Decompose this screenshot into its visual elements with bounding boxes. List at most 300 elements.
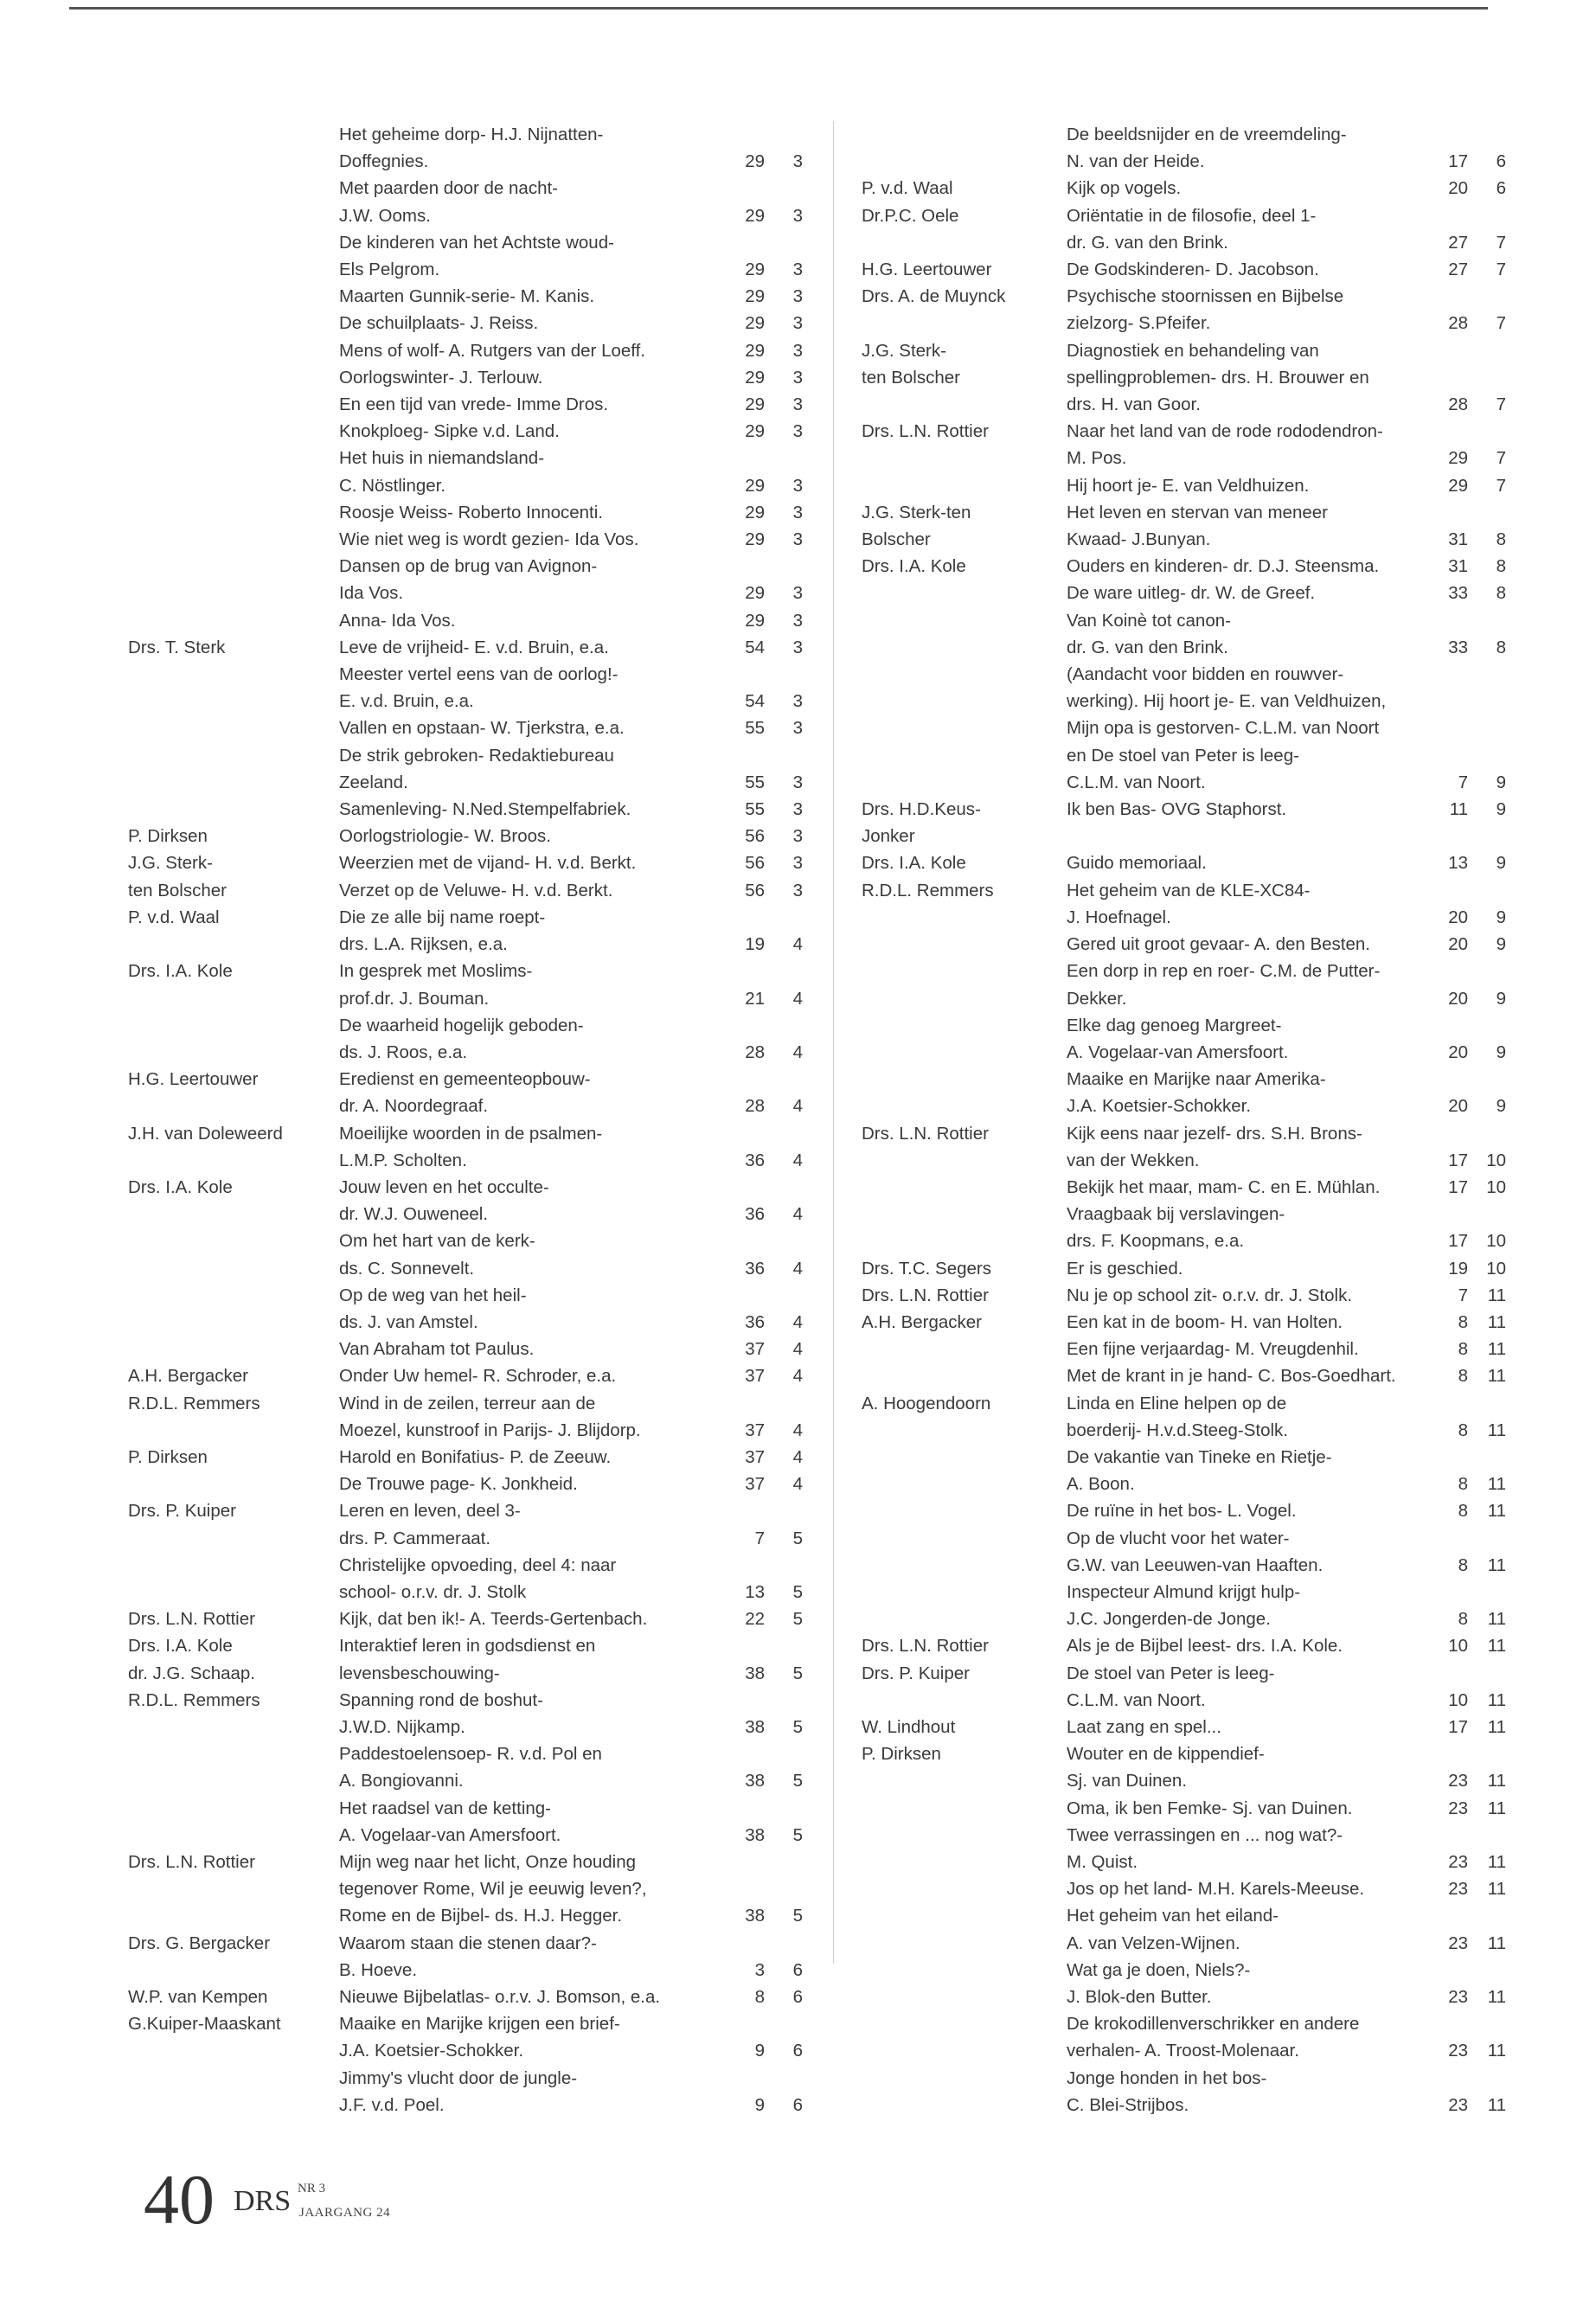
book-entry: De Trouwe page- K. Jonkheid. xyxy=(339,1474,578,1495)
reviewer-name: Drs. I.A. Kole xyxy=(862,853,966,874)
page-ref: 20 xyxy=(1448,934,1468,955)
page-issue-ref xyxy=(720,1336,803,1362)
review-entry xyxy=(128,1714,803,1740)
page-issue-ref xyxy=(1439,256,1506,283)
book-entry: J.A. Koetsier-Schokker. xyxy=(1067,1096,1252,1117)
issue-ref: 6 xyxy=(1496,178,1506,199)
book-entry: Kijk eens naar jezelf- drs. S.H. Brons- xyxy=(1067,1123,1362,1144)
book-entry: A. Bongiovanni. xyxy=(339,1771,464,1791)
reviewer-name: Drs. I.A. Kole xyxy=(128,1636,233,1657)
review-entry xyxy=(128,553,803,580)
review-entry xyxy=(128,1039,803,1066)
book-entry: Eredienst en gemeenteopbouw- xyxy=(339,1069,591,1090)
review-entry xyxy=(128,499,803,526)
review-entry xyxy=(128,1227,803,1254)
page-issue-ref xyxy=(1439,1497,1506,1524)
page-ref: 7 xyxy=(754,1528,765,1548)
issue-ref: 3 xyxy=(792,880,803,901)
left-column xyxy=(128,121,803,2118)
page-ref: 29 xyxy=(745,529,765,550)
book-entry: Maaike en Marijke krijgen een brief- xyxy=(339,2014,620,2035)
book-entry: Jouw leven en het occulte- xyxy=(339,1176,549,1197)
page-ref: 9 xyxy=(754,2094,765,2115)
review-entry xyxy=(862,634,1506,661)
page-ref: 19 xyxy=(745,934,765,955)
page-ref: 36 xyxy=(745,1258,765,1279)
page-ref: 8 xyxy=(1458,1609,1468,1630)
issue-ref: 10 xyxy=(1486,1150,1506,1170)
review-entry xyxy=(128,1822,803,1849)
page-issue-ref xyxy=(720,499,803,526)
book-entry: Het geheim van het eiland- xyxy=(1067,1906,1279,1926)
reviewer-name: R.D.L. Remmers xyxy=(128,1393,260,1413)
issue-ref: 4 xyxy=(792,1258,803,1279)
issue-ref: 3 xyxy=(792,529,803,550)
review-entry xyxy=(862,607,1484,634)
review-entry xyxy=(862,2065,1484,2092)
page-issue-ref xyxy=(1439,1849,1506,1875)
reviewer-name: W.P. van Kempen xyxy=(128,1987,268,2008)
review-entry xyxy=(128,796,803,823)
issue-ref: 7 xyxy=(1496,448,1506,469)
review-entry xyxy=(128,877,803,904)
book-entry: Mens of wolf- A. Rutgers van der Loeff. xyxy=(339,340,645,361)
page-ref: 29 xyxy=(745,260,765,280)
page-ref: 23 xyxy=(1448,2094,1468,2115)
issue-ref: 3 xyxy=(792,205,803,226)
page-ref: 27 xyxy=(1448,260,1468,280)
issue-ref: 11 xyxy=(1487,1987,1506,2008)
page-ref: 33 xyxy=(1448,637,1468,657)
issue-ref: 11 xyxy=(1487,1609,1506,1630)
book-entry: Ouders en kinderen- dr. D.J. Steensma. xyxy=(1067,556,1380,577)
page-issue-ref xyxy=(1439,2092,1506,2118)
page-issue-ref xyxy=(720,1471,803,1497)
book-entry: Guido memoriaal. xyxy=(1067,853,1207,874)
review-entry xyxy=(862,1525,1484,1552)
review-entry xyxy=(862,849,1506,876)
review-entry xyxy=(128,1255,803,1282)
issue-ref: 9 xyxy=(1496,799,1506,820)
page-issue-ref xyxy=(1439,1417,1506,1444)
book-entry: B. Hoeve. xyxy=(339,1959,418,1980)
book-entry: ds. J. van Amstel. xyxy=(339,1311,478,1332)
book-entry: Er is geschied. xyxy=(1067,1258,1183,1279)
book-entry: J. Blok-den Butter. xyxy=(1067,1987,1212,2008)
page-ref: 8 xyxy=(1458,1420,1468,1440)
book-entry: J.A. Koetsier-Schokker. xyxy=(339,2041,524,2061)
book-entry: Leren en leven, deel 3- xyxy=(339,1501,521,1522)
issue-ref: 11 xyxy=(1487,1285,1506,1305)
book-entry: Gered uit groot gevaar- A. den Besten. xyxy=(1067,934,1370,955)
page-ref: 31 xyxy=(1448,529,1468,550)
book-entry: Die ze alle bij name roept- xyxy=(339,907,546,927)
review-entry xyxy=(862,526,1506,553)
review-entry xyxy=(862,2092,1506,2118)
review-entry xyxy=(862,1390,1484,1417)
reviewer-name: R.D.L. Remmers xyxy=(128,1689,260,1710)
book-entry: Harold en Bonifatius- P. de Zeeuw. xyxy=(339,1446,612,1467)
review-entry xyxy=(128,1660,803,1687)
review-entry xyxy=(128,1606,803,1632)
book-entry: A. Vogelaar-van Amersfoort. xyxy=(339,1824,561,1845)
review-entry xyxy=(862,1632,1506,1659)
review-entry xyxy=(862,877,1484,904)
page-ref: 13 xyxy=(745,1581,765,1602)
page-ref: 23 xyxy=(1448,1987,1468,2008)
right-column xyxy=(862,121,1506,2118)
page-ref: 29 xyxy=(745,394,765,415)
book-entry: Sj. van Duinen. xyxy=(1067,1771,1188,1791)
book-entry: Kijk op vogels. xyxy=(1067,178,1182,199)
page-ref: 29 xyxy=(1448,448,1468,469)
issue-ref: 6 xyxy=(792,2041,803,2061)
review-entry xyxy=(862,472,1506,499)
reviewer-name: Drs. P. Kuiper xyxy=(862,1663,970,1683)
reviewer-name: ten Bolscher xyxy=(862,367,960,388)
issue-ref: 4 xyxy=(792,988,803,1009)
page-issue-ref xyxy=(720,1255,803,1282)
review-entry xyxy=(862,2037,1506,2064)
book-entry: En een tijd van vrede- Imme Dros. xyxy=(339,394,609,415)
review-entry xyxy=(862,715,1484,741)
book-entry: Dekker. xyxy=(1067,988,1127,1009)
issue-ref: 11 xyxy=(1487,1879,1506,1900)
review-entry xyxy=(862,1201,1484,1227)
review-entry xyxy=(128,769,803,796)
book-entry: A. Boon. xyxy=(1067,1474,1135,1495)
issue-ref: 4 xyxy=(792,1150,803,1170)
issue-ref: 5 xyxy=(792,1609,803,1630)
issue-ref: 3 xyxy=(792,853,803,874)
issue-ref: 5 xyxy=(792,1716,803,1737)
book-entry: werking). Hij hoort je- E. van Veldhuizen, xyxy=(1067,691,1387,712)
reviewer-name: G.Kuiper-Maaskant xyxy=(128,2014,281,2035)
page-ref: 37 xyxy=(745,1366,765,1387)
review-entry xyxy=(862,1309,1506,1336)
volume-label: JAARGANG 24 xyxy=(299,2206,391,2220)
review-entry xyxy=(128,1471,803,1497)
page-issue-ref xyxy=(1439,1984,1506,2010)
review-entry xyxy=(862,1930,1506,1957)
review-entry xyxy=(862,1606,1506,1632)
review-entry xyxy=(862,1822,1484,1849)
page-ref: 55 xyxy=(745,772,765,792)
page-issue-ref xyxy=(1439,526,1506,553)
review-entry xyxy=(128,1795,803,1822)
issue-ref: 5 xyxy=(792,1906,803,1926)
review-entry xyxy=(128,1875,803,1902)
column-divider xyxy=(833,121,834,1964)
book-entry: Naar het land van de rode rododendron- xyxy=(1067,421,1383,442)
page-issue-ref xyxy=(1439,1147,1506,1174)
page-ref: 56 xyxy=(745,880,765,901)
issue-ref: 3 xyxy=(792,799,803,820)
page-ref: 29 xyxy=(745,475,765,496)
book-entry: De Godskinderen- D. Jacobson. xyxy=(1067,260,1319,280)
book-entry: Anna- Ida Vos. xyxy=(339,610,456,631)
review-entry xyxy=(862,175,1506,202)
book-entry: Van Abraham tot Paulus. xyxy=(339,1339,535,1360)
issue-ref: 3 xyxy=(792,637,803,657)
page-issue-ref xyxy=(720,1957,803,1984)
book-entry: school- o.r.v. dr. J. Stolk xyxy=(339,1581,527,1602)
review-entry xyxy=(128,1930,803,1957)
issue-label: NR 3 xyxy=(298,2182,326,2195)
review-entry xyxy=(862,364,1484,391)
page-ref: 8 xyxy=(1458,1474,1468,1495)
issue-ref: 3 xyxy=(792,260,803,280)
page-issue-ref xyxy=(1439,1875,1506,1902)
page-issue-ref xyxy=(1439,1255,1506,1282)
reviewer-name: P. Dirksen xyxy=(862,1744,941,1765)
reviewer-name: Drs. I.A. Kole xyxy=(128,961,233,982)
page-ref: 37 xyxy=(745,1339,765,1360)
review-entry xyxy=(862,1362,1506,1389)
page-issue-ref xyxy=(1439,634,1506,661)
book-entry: E. v.d. Bruin, e.a. xyxy=(339,691,474,712)
book-entry: Een kat in de boom- H. van Holten. xyxy=(1067,1311,1343,1332)
issue-ref: 4 xyxy=(792,1366,803,1387)
review-entry xyxy=(128,1390,803,1417)
book-entry: Wat ga je doen, Niels?- xyxy=(1067,1959,1251,1980)
book-entry: Nu je op school zit- o.r.v. dr. J. Stolk. xyxy=(1067,1285,1353,1305)
review-entry xyxy=(128,445,803,471)
review-entry xyxy=(862,1174,1506,1201)
page-issue-ref xyxy=(720,1606,803,1632)
issue-ref: 8 xyxy=(1496,529,1506,550)
book-entry: Wouter en de kippendief- xyxy=(1067,1744,1265,1765)
review-entry xyxy=(862,958,1484,984)
page-issue-ref xyxy=(1439,553,1506,580)
page-issue-ref xyxy=(1439,2037,1506,2064)
page-issue-ref xyxy=(1439,148,1506,175)
review-entry xyxy=(862,1471,1506,1497)
reviewer-name: A.H. Bergacker xyxy=(128,1366,248,1387)
review-entry xyxy=(862,202,1484,229)
book-entry: Oorlogstriologie- W. Broos. xyxy=(339,826,551,847)
book-entry: Mijn opa is gestorven- C.L.M. van Noort xyxy=(1067,718,1380,739)
page-ref: 21 xyxy=(745,988,765,1009)
book-entry: prof.dr. J. Bouman. xyxy=(339,988,490,1009)
page-ref: 29 xyxy=(745,286,765,307)
page-ref: 29 xyxy=(745,313,765,334)
issue-ref: 9 xyxy=(1496,907,1506,927)
page-issue-ref xyxy=(720,256,803,283)
reviewer-name: Drs. H.D.Keus- xyxy=(862,799,981,820)
review-entry xyxy=(128,1552,803,1579)
page-ref: 20 xyxy=(1448,907,1468,927)
review-entry xyxy=(862,1444,1484,1471)
review-entry xyxy=(862,1687,1506,1714)
review-entry xyxy=(128,2065,803,2092)
issue-ref: 8 xyxy=(1496,637,1506,657)
book-entry: C. Blei-Strijbos. xyxy=(1067,2094,1189,2115)
issue-ref: 9 xyxy=(1496,1096,1506,1117)
page-issue-ref xyxy=(1439,904,1506,931)
page-issue-ref xyxy=(1439,1795,1506,1822)
issue-ref: 4 xyxy=(792,1204,803,1225)
page-ref: 27 xyxy=(1448,232,1468,253)
page-issue-ref xyxy=(720,688,803,715)
book-entry: boerderij- H.v.d.Steeg-Stolk. xyxy=(1067,1420,1288,1440)
issue-ref: 6 xyxy=(792,1987,803,2008)
review-entry xyxy=(862,391,1506,418)
page-ref: 29 xyxy=(745,583,765,604)
page-ref: 8 xyxy=(1458,1501,1468,1522)
page-ref: 10 xyxy=(1448,1636,1468,1657)
page-issue-ref xyxy=(1439,175,1506,202)
book-entry: Het raadsel van de ketting- xyxy=(339,1798,551,1818)
page-ref: 37 xyxy=(745,1446,765,1467)
book-entry: Ida Vos. xyxy=(339,583,404,604)
reviewer-name: P. v.d. Waal xyxy=(128,907,220,927)
book-entry: drs. H. van Goor. xyxy=(1067,394,1201,415)
book-entry: Op de weg van het heil- xyxy=(339,1285,527,1305)
page-ref: 56 xyxy=(745,826,765,847)
page-ref: 8 xyxy=(1458,1339,1468,1360)
page-issue-ref xyxy=(720,1444,803,1471)
review-entry xyxy=(128,526,803,553)
issue-ref: 3 xyxy=(792,151,803,172)
reviewer-name: Drs. P. Kuiper xyxy=(128,1501,236,1522)
book-entry: A. van Velzen-Wijnen. xyxy=(1067,1932,1240,1953)
page-ref: 10 xyxy=(1448,1689,1468,1710)
reviewer-name: J.G. Sterk- xyxy=(128,853,213,874)
book-entry: Met paarden door de nacht- xyxy=(339,178,558,199)
page-ref: 38 xyxy=(745,1663,765,1683)
book-entry: Oorlogswinter- J. Terlouw. xyxy=(339,367,543,388)
page-ref: 7 xyxy=(1458,772,1468,792)
page-issue-ref xyxy=(1439,1606,1506,1632)
reviewer-name: P. v.d. Waal xyxy=(862,178,953,199)
book-entry: M. Quist. xyxy=(1067,1852,1138,1872)
issue-ref: 10 xyxy=(1486,1231,1506,1252)
book-entry: J.W.D. Nijkamp. xyxy=(339,1716,465,1737)
page-issue-ref xyxy=(1439,796,1506,823)
review-entry xyxy=(862,148,1506,175)
review-entry xyxy=(128,580,803,606)
review-entry xyxy=(862,661,1484,688)
review-entry xyxy=(128,1849,803,1875)
reviewer-name: Drs. L.N. Rottier xyxy=(128,1609,255,1630)
review-entry xyxy=(128,1147,803,1174)
review-entry xyxy=(128,715,803,741)
page-footer xyxy=(144,2160,749,2239)
book-entry: Psychische stoornissen en Bijbelse xyxy=(1067,286,1344,307)
review-entry xyxy=(862,1255,1506,1282)
reviewer-name: P. Dirksen xyxy=(128,1446,208,1467)
page-issue-ref xyxy=(720,1822,803,1849)
page-ref: 3 xyxy=(754,1959,765,1980)
review-entry xyxy=(128,1417,803,1444)
page-issue-ref xyxy=(720,472,803,499)
page-ref: 38 xyxy=(745,1906,765,1926)
page-issue-ref xyxy=(720,148,803,175)
review-entry xyxy=(862,553,1506,580)
review-entry xyxy=(128,283,803,310)
page-issue-ref xyxy=(720,283,803,310)
issue-ref: 11 xyxy=(1487,1636,1506,1657)
book-entry: Waarom staan die stenen daar?- xyxy=(339,1932,597,1953)
page-ref: 8 xyxy=(754,1987,765,2008)
reviewer-name: A. Hoogendoorn xyxy=(862,1393,991,1413)
book-entry: Bekijk het maar, mam- C. en E. Mühlan. xyxy=(1067,1176,1381,1197)
review-entry xyxy=(862,418,1484,445)
issue-ref: 9 xyxy=(1496,772,1506,792)
top-rule xyxy=(69,7,1488,10)
review-entry xyxy=(862,1579,1484,1606)
issue-ref: 11 xyxy=(1487,1339,1506,1360)
reviewer-name: Jonker xyxy=(862,826,915,847)
book-entry: dr. G. van den Brink. xyxy=(1067,232,1228,253)
page-issue-ref xyxy=(1439,1930,1506,1957)
review-entry xyxy=(128,1740,803,1767)
book-entry: dr. A. Noordegraaf. xyxy=(339,1096,489,1117)
book-entry: Spanning rond de boshut- xyxy=(339,1689,543,1710)
page-issue-ref xyxy=(720,1714,803,1740)
book-entry: Als je de Bijbel leest- drs. I.A. Kole. xyxy=(1067,1636,1343,1657)
book-entry: Vallen en opstaan- W. Tjerkstra, e.a. xyxy=(339,718,625,739)
book-entry: Roosje Weiss- Roberto Innocenti. xyxy=(339,502,603,522)
issue-ref: 4 xyxy=(792,1042,803,1062)
reviewer-name: Drs. L.N. Rottier xyxy=(862,1636,989,1657)
issue-ref: 3 xyxy=(792,421,803,442)
issue-ref: 7 xyxy=(1496,394,1506,415)
book-entry: Doffegnies. xyxy=(339,151,429,172)
page-ref: 17 xyxy=(1448,1150,1468,1170)
page-ref: 29 xyxy=(745,421,765,442)
reviewer-name: Drs. L.N. Rottier xyxy=(862,421,989,442)
issue-ref: 11 xyxy=(1487,1420,1506,1440)
page-issue-ref xyxy=(720,1579,803,1606)
review-entry xyxy=(128,148,803,175)
review-entry xyxy=(128,985,803,1012)
book-entry: drs. P. Cammeraat. xyxy=(339,1528,491,1548)
review-entry xyxy=(128,661,803,688)
book-entry: N. van der Heide. xyxy=(1067,151,1205,172)
issue-ref: 3 xyxy=(792,583,803,604)
issue-ref: 5 xyxy=(792,1771,803,1791)
book-entry: levensbeschouwing- xyxy=(339,1663,500,1683)
review-entry xyxy=(128,1767,803,1794)
book-entry: Een fijne verjaardag- M. Vreugdenhil. xyxy=(1067,1339,1359,1360)
review-entry xyxy=(862,1902,1484,1929)
page-ref: 29 xyxy=(745,205,765,226)
book-entry: Oriëntatie in de filosofie, deel 1- xyxy=(1067,205,1317,226)
page-issue-ref xyxy=(720,931,803,958)
page-issue-ref xyxy=(720,849,803,876)
page-ref: 29 xyxy=(1448,475,1468,496)
issue-ref: 8 xyxy=(1496,556,1506,577)
book-entry: De ware uitleg- dr. W. de Greef. xyxy=(1067,583,1316,604)
book-entry: Mijn weg naar het licht, Onze houding xyxy=(339,1852,637,1872)
book-entry: Ik ben Bas- OVG Staphorst. xyxy=(1067,799,1287,820)
page-issue-ref xyxy=(720,580,803,606)
page-ref: 23 xyxy=(1448,1798,1468,1818)
page-ref: 38 xyxy=(745,1824,765,1845)
book-entry: dr. W.J. Ouweneel. xyxy=(339,1204,489,1225)
page-ref: 20 xyxy=(1448,1096,1468,1117)
review-entry xyxy=(862,283,1484,310)
issue-ref: 3 xyxy=(792,691,803,712)
book-entry: J.F. v.d. Poel. xyxy=(339,2094,445,2115)
page-issue-ref xyxy=(720,1984,803,2010)
issue-ref: 11 xyxy=(1487,1689,1506,1710)
issue-ref: 5 xyxy=(792,1663,803,1683)
reviewer-name: H.G. Leertouwer xyxy=(862,260,992,280)
review-entry xyxy=(862,1066,1484,1093)
